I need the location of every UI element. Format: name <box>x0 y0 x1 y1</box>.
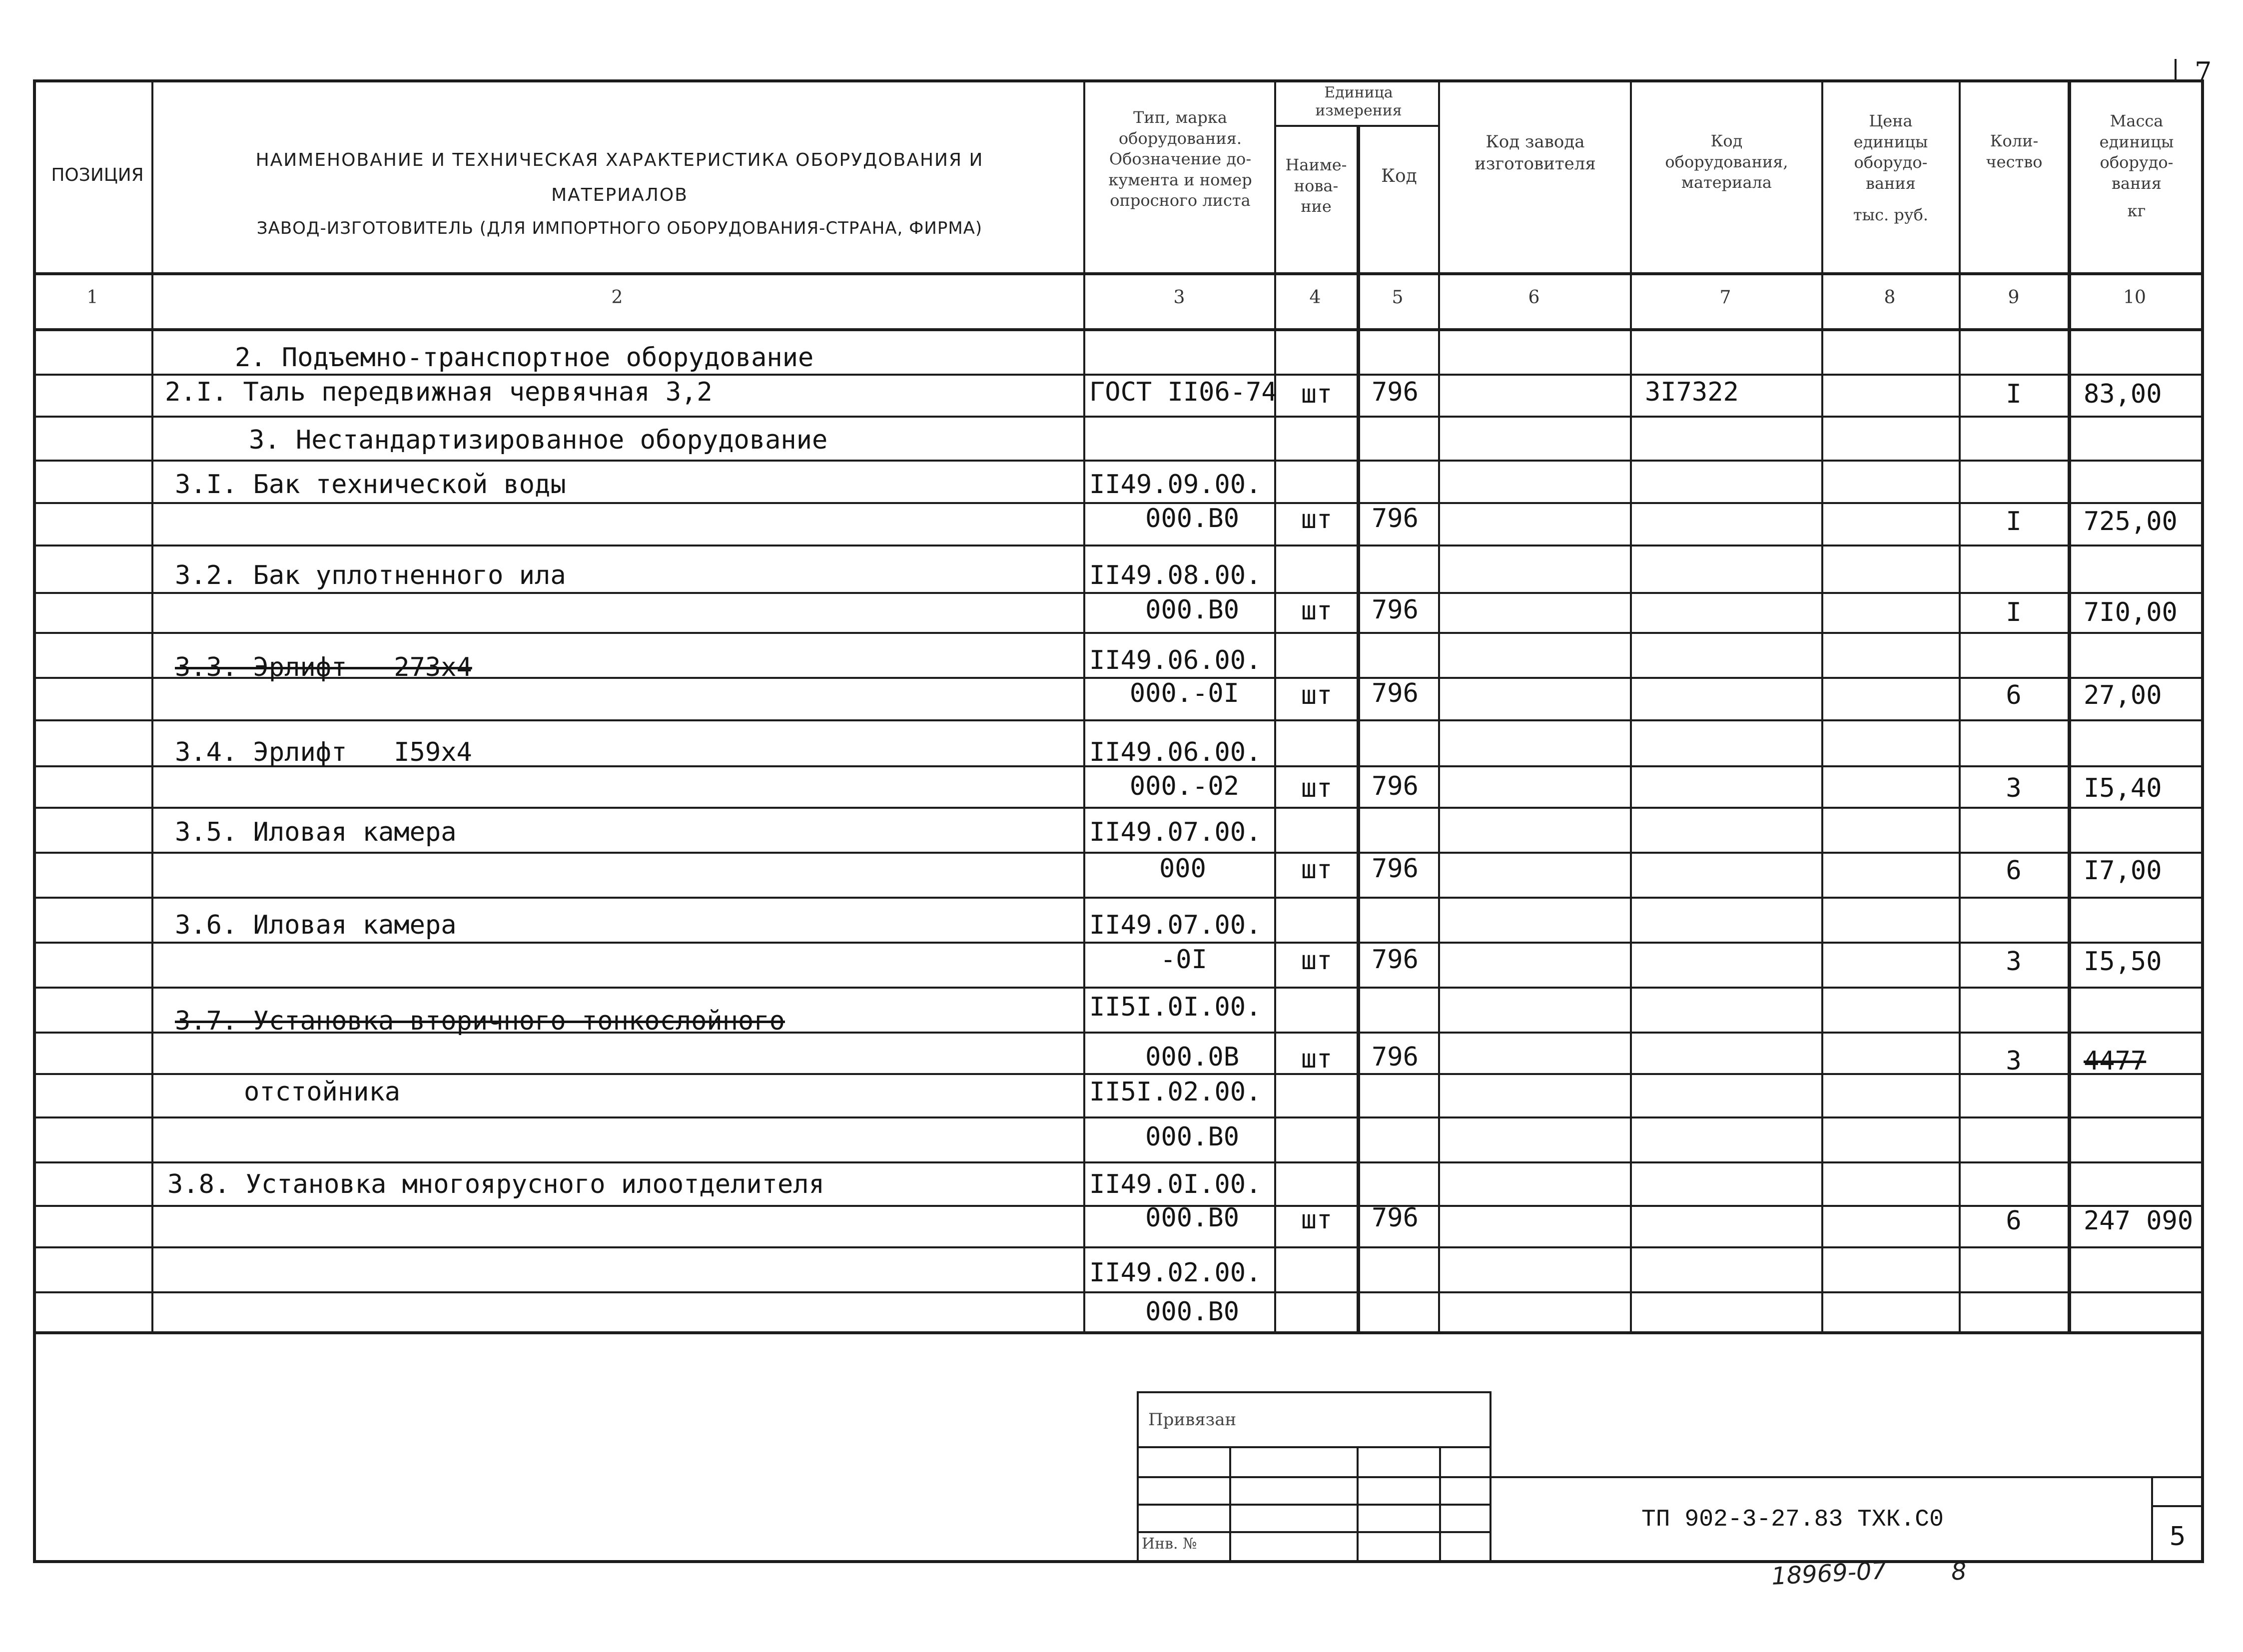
item-type: II5I.0I.00. <box>1089 992 1262 1022</box>
item-type-cont: 000.В0 <box>1145 595 1239 625</box>
header-type <box>1088 107 1272 211</box>
item-quantity: I <box>2006 597 2022 627</box>
stamp-line <box>1137 1531 1492 1533</box>
row-line <box>33 942 2204 944</box>
corner-tick <box>2175 59 2177 81</box>
header-equip-line: материала <box>1681 173 1772 192</box>
header-price-line: оборудо- <box>1854 153 1928 172</box>
stamp-line <box>1137 1476 1492 1478</box>
column-number: 3 <box>1173 287 1185 308</box>
header-price-line: тыс. руб. <box>1853 205 1929 225</box>
header-type-line: оборудования. <box>1118 128 1242 148</box>
item-type: II49.07.00. <box>1089 817 1262 847</box>
item-unit: шт <box>1301 680 1333 710</box>
item-type: II49.06.00. <box>1089 737 1262 767</box>
item-type-cont: 000.В0 <box>1145 504 1239 534</box>
stamp-line <box>1137 1446 1492 1448</box>
col-divider <box>1357 125 1360 1331</box>
header-unit-group-line: Единица <box>1324 84 1393 101</box>
row-line <box>33 1161 2204 1163</box>
col-divider <box>1630 79 1632 1331</box>
item-quantity: 6 <box>2006 1206 2022 1236</box>
item-code: 796 <box>1372 504 1419 534</box>
row-line <box>33 852 2204 854</box>
item-name: 3.I. Бак технической воды <box>175 470 566 500</box>
table-bottom-line <box>33 1331 2204 1334</box>
item-mass: 725,00 <box>2084 507 2178 537</box>
stamp-inv-label: Инв. № <box>1142 1535 1197 1553</box>
row-line <box>33 592 2204 594</box>
item-type: II49.0I.00. <box>1089 1169 1262 1199</box>
header-mass-line: кг <box>2127 201 2146 221</box>
row-line <box>33 897 2204 899</box>
item-unit: шт <box>1301 379 1333 409</box>
item-unit: шт <box>1301 1044 1333 1074</box>
item-type-cont: 000.В0 <box>1145 1122 1239 1152</box>
item-equipment-code: 3I7322 <box>1645 377 1739 407</box>
item-name: 2.I. Таль передвижная червячная 3,2 <box>165 377 713 407</box>
header-name-line1: НАИМЕНОВАНИЕ И ТЕХНИЧЕСКАЯ ХАРАКТЕРИСТИКА ОБОРУДОВАНИЯ И <box>255 150 984 170</box>
handwritten-bottom-number: 18969-07 <box>1770 1556 1888 1591</box>
item-type: II49.09.00. <box>1089 470 1262 500</box>
item-mass: 27,00 <box>2084 680 2162 710</box>
row-line <box>33 807 2204 809</box>
header-factory-line: Код завода <box>1486 132 1585 152</box>
header-mass-line: Масса <box>2110 111 2164 130</box>
item-unit: шт <box>1301 1205 1333 1235</box>
section-title: 2. Подъемно-транспортное оборудование <box>235 343 814 373</box>
column-number: 6 <box>1528 287 1540 308</box>
item-mass: I7,00 <box>2084 856 2162 886</box>
item-type-cont: 000.В0 <box>1145 1297 1239 1327</box>
row-line <box>33 1116 2204 1118</box>
item-quantity: 3 <box>2006 1046 2022 1076</box>
item-type: II5I.02.00. <box>1089 1077 1262 1107</box>
row-line <box>33 545 2204 547</box>
sheet-number: 5 <box>2169 1522 2186 1552</box>
header-factory-line: изготовителя <box>1475 154 1596 174</box>
item-code: 796 <box>1372 678 1419 708</box>
row-line <box>33 1291 2204 1293</box>
item-quantity: 6 <box>2006 680 2022 710</box>
item-name: 3.3. Эрлифт 273х4 <box>175 652 472 682</box>
col-divider <box>1959 79 1961 1331</box>
header-type-line: Тип, марка <box>1133 108 1227 127</box>
item-name: 3.6. Иловая камера <box>175 910 457 940</box>
row-line <box>33 719 2204 721</box>
item-code: 796 <box>1372 945 1419 975</box>
row-line <box>33 502 2204 504</box>
header-unit-name-line: нова- <box>1294 176 1339 195</box>
col-divider <box>1274 79 1276 1331</box>
column-number: 8 <box>1884 287 1896 308</box>
header-quantity <box>1961 131 2067 172</box>
unit-group-line <box>1274 125 1438 127</box>
item-type-cont: 000 <box>1159 854 1206 884</box>
stamp-divider <box>1439 1446 1441 1561</box>
item-type-cont: 000.В0 <box>1145 1203 1239 1233</box>
column-number: 1 <box>86 287 98 308</box>
item-type-cont: 000.-0I <box>1129 678 1239 708</box>
row-line <box>33 416 2204 418</box>
header-equipment-code <box>1633 131 1820 193</box>
item-code: 796 <box>1372 1203 1419 1233</box>
header-type-line: опросного листа <box>1110 191 1251 210</box>
row-line <box>33 374 2204 376</box>
item-name: 3.5. Иловая камера <box>175 817 457 847</box>
col-divider <box>1083 79 1085 1331</box>
item-quantity: I <box>2006 507 2022 537</box>
header-type-line: кумента и номер <box>1108 170 1252 189</box>
header-mass-line: оборудо- <box>2100 153 2174 172</box>
header-unit-name <box>1277 155 1356 217</box>
item-type-cont: -0I <box>1160 945 1207 975</box>
item-unit: шт <box>1301 855 1333 885</box>
item-type: II49.06.00. <box>1089 645 1262 675</box>
item-quantity: 3 <box>2006 773 2022 803</box>
header-bottom-line <box>33 272 2204 275</box>
row-line <box>33 987 2204 989</box>
header-equip-line: оборудования, <box>1665 152 1788 171</box>
header-unit-group <box>1279 84 1438 120</box>
header-unit-group-line: измерения <box>1315 102 1402 119</box>
item-unit: шт <box>1301 505 1333 535</box>
item-mass: 247 090 <box>2084 1206 2194 1236</box>
stamp-line <box>1137 1504 1492 1506</box>
item-name-cont: отстойника <box>244 1077 401 1107</box>
item-unit: шт <box>1301 773 1333 803</box>
item-code: 796 <box>1372 771 1419 801</box>
header-price-line: единицы <box>1853 132 1928 151</box>
item-type: II49.02.00. <box>1089 1258 1262 1288</box>
header-mass-line: вания <box>2112 173 2162 193</box>
col-divider <box>1821 79 1823 1331</box>
header-qty-line: чество <box>1986 152 2043 171</box>
item-code: 796 <box>1372 854 1419 884</box>
item-code: 796 <box>1372 1042 1419 1072</box>
item-mass: 83,00 <box>2084 379 2162 409</box>
item-quantity: 6 <box>2006 856 2022 886</box>
item-quantity: 3 <box>2006 947 2022 977</box>
header-qty-line: Коли- <box>1990 131 2039 150</box>
item-type-cont: 000.0В <box>1145 1042 1239 1072</box>
section-title: 3. Нестандартизированное оборудование <box>249 425 828 455</box>
header-position: ПОЗИЦИЯ <box>51 165 144 185</box>
row-line <box>33 460 2204 462</box>
column-number: 2 <box>611 287 623 308</box>
column-number: 9 <box>2008 287 2020 308</box>
handwritten-bottom-suffix: 8 <box>1950 1557 1967 1586</box>
stamp-divider <box>1357 1446 1359 1561</box>
column-number: 4 <box>1309 287 1321 308</box>
item-name: 3.4. Эрлифт I59х4 <box>175 737 472 767</box>
header-price-line: Цена <box>1869 111 1913 130</box>
docblock-top-line <box>1492 1476 2204 1478</box>
header-unit-code: Код <box>1381 166 1417 186</box>
item-name: 3.8. Установка многоярусного илоотделителя <box>167 1169 824 1199</box>
item-type-cont: 000.-02 <box>1129 771 1239 801</box>
page-corner-number: 7 <box>2195 56 2212 88</box>
header-name-line3: ЗАВОД-ИЗГОТОВИТЕЛЬ (ДЛЯ ИМПОРТНОГО ОБОРУДОВАНИЯ-СТРАНА, ФИРМА) <box>256 218 983 238</box>
header-unit-name-line: Наиме- <box>1285 155 1347 174</box>
header-mass-line: единицы <box>2099 132 2174 151</box>
header-factory-code <box>1442 131 1629 175</box>
item-name: 3.2. Бак уплотненного ила <box>175 560 566 590</box>
col-divider <box>151 79 153 1331</box>
header-type-line: Обозначение до- <box>1109 149 1252 169</box>
header-name-line2: МАТЕРИАЛОВ <box>551 185 688 205</box>
colnum-bottom-line <box>33 328 2204 331</box>
column-number: 10 <box>2123 287 2146 308</box>
item-code: 796 <box>1372 595 1419 625</box>
column-number: 5 <box>1392 287 1404 308</box>
col-divider <box>2068 79 2071 1331</box>
item-code: 796 <box>1372 377 1419 407</box>
item-mass: 7I0,00 <box>2084 597 2178 627</box>
header-unit-name-line: ние <box>1301 197 1332 216</box>
item-unit: шт <box>1301 946 1333 976</box>
row-line <box>33 632 2204 634</box>
item-mass: 4477 <box>2084 1046 2147 1076</box>
item-quantity: I <box>2006 379 2022 409</box>
header-equip-line: Код <box>1710 131 1743 150</box>
col-divider <box>1438 79 1440 1331</box>
item-mass: I5,50 <box>2084 947 2162 977</box>
item-type: II49.08.00. <box>1089 560 1262 590</box>
header-price-line: вания <box>1866 173 1916 193</box>
stamp-bound-label: Привязан <box>1148 1410 1237 1430</box>
header-price <box>1824 111 1958 226</box>
stamp-divider <box>1229 1446 1231 1561</box>
sheet-box-line <box>2151 1505 2204 1507</box>
column-number: 7 <box>1719 287 1731 308</box>
item-unit: шт <box>1301 596 1333 626</box>
item-mass: I5,40 <box>2084 773 2162 803</box>
item-type: II49.07.00. <box>1089 910 1262 940</box>
item-type: ГОСТ II06-74 <box>1089 377 1277 407</box>
header-mass <box>2071 111 2202 222</box>
row-line <box>33 1073 2204 1075</box>
item-name: 3.7. Установка вторичного тонкослойного <box>175 1006 785 1036</box>
row-line <box>33 1246 2204 1248</box>
document-code: ТП 902-3-27.83 ТХК.С0 <box>1641 1506 1944 1533</box>
